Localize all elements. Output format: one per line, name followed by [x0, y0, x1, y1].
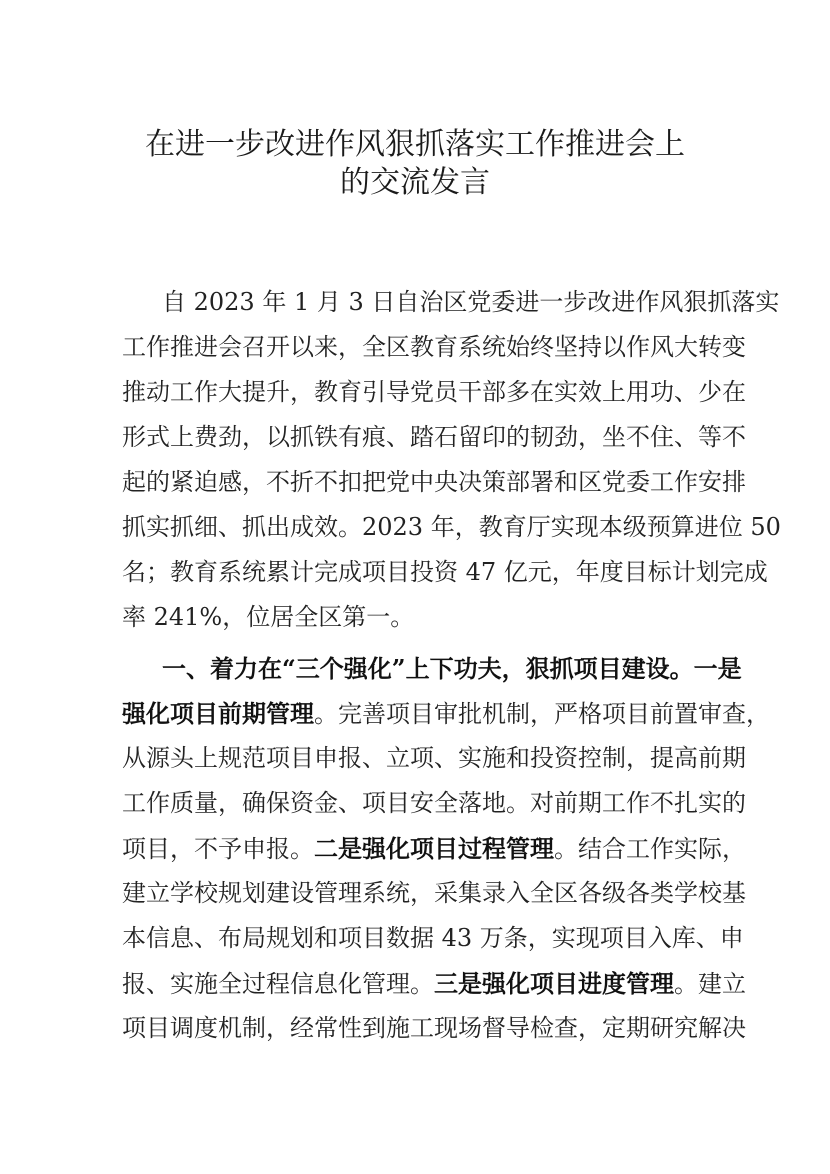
text-segment: 。完善项目审批机制，严格项目前置审查， — [314, 700, 770, 728]
text-segment: 抓实抓细、抓出成效。2023 年，教育厅实现本级预算进位 50 — [122, 513, 781, 541]
text-segment: 本信息、布局规划和项目数据 43 万条，实现项目入库、申 — [122, 924, 744, 952]
text-segment: 从源头上规范项目申报、立项、实施和投资控制，提高前期 — [122, 744, 746, 772]
text-line — [122, 916, 744, 961]
text-segment: 建立学校规划建设管理系统，采集录入全区各级各类学校基 — [122, 879, 746, 907]
text-segment: 。结合工作实际， — [554, 835, 746, 863]
document-title — [0, 126, 830, 202]
text-line — [122, 826, 746, 871]
text-segment: 项目调度机制，经常性到施工现场督导检查，定期研究解决 — [122, 1014, 746, 1042]
text-line — [122, 691, 770, 736]
text-segment: 起的紧迫感，不折不扣把党中央决策部署和区党委工作安排 — [122, 468, 746, 496]
text-line — [122, 550, 768, 595]
title-line-1: 在进一步改进作风狠抓落实工作推进会上 — [145, 127, 685, 162]
bold-text: 强化项目前期管理 — [122, 699, 314, 728]
text-line — [122, 325, 746, 370]
text-line — [122, 415, 746, 460]
text-line — [122, 505, 781, 550]
paragraph-section-one — [122, 646, 770, 1051]
text-line — [122, 646, 742, 691]
paragraph-intro — [122, 280, 781, 640]
text-line — [122, 280, 780, 325]
text-line — [122, 871, 746, 916]
text-segment: 报、实施全过程信息化管理。 — [122, 970, 434, 998]
title-line-2: 的交流发言 — [340, 165, 490, 200]
text-line — [122, 1006, 746, 1051]
text-line — [122, 370, 746, 415]
text-line — [122, 736, 746, 781]
bold-text: 二是强化项目过程管理 — [314, 834, 554, 863]
bold-text: 一、着力在“三个强化”上下功夫，狠抓项目建设。一是 — [162, 654, 742, 683]
text-segment: 项目，不予申报。 — [122, 835, 314, 863]
text-segment: 工作质量，确保资金、项目安全落地。对前期工作不扎实的 — [122, 789, 746, 817]
text-segment: 率 241%，位居全区第一。 — [122, 603, 415, 631]
bold-text: 三是强化项目进度管理 — [434, 969, 674, 998]
text-line — [122, 781, 746, 826]
text-line — [122, 961, 746, 1006]
text-line — [122, 595, 718, 640]
text-segment: 名；教育系统累计完成项目投资 47 亿元，年度目标计划完成 — [122, 558, 768, 586]
text-segment: 。建立 — [674, 970, 746, 998]
text-segment: 形式上费劲，以抓铁有痕、踏石留印的韧劲，坐不住、等不 — [122, 423, 746, 451]
text-line — [122, 460, 746, 505]
text-segment: 自 2023 年 1 月 3 日自治区党委进一步改进作风狠抓落实 — [162, 288, 780, 316]
text-segment: 工作推进会召开以来，全区教育系统始终坚持以作风大转变 — [122, 333, 746, 361]
text-segment: 推动工作大提升，教育引导党员干部多在实效上用功、少在 — [122, 378, 746, 406]
